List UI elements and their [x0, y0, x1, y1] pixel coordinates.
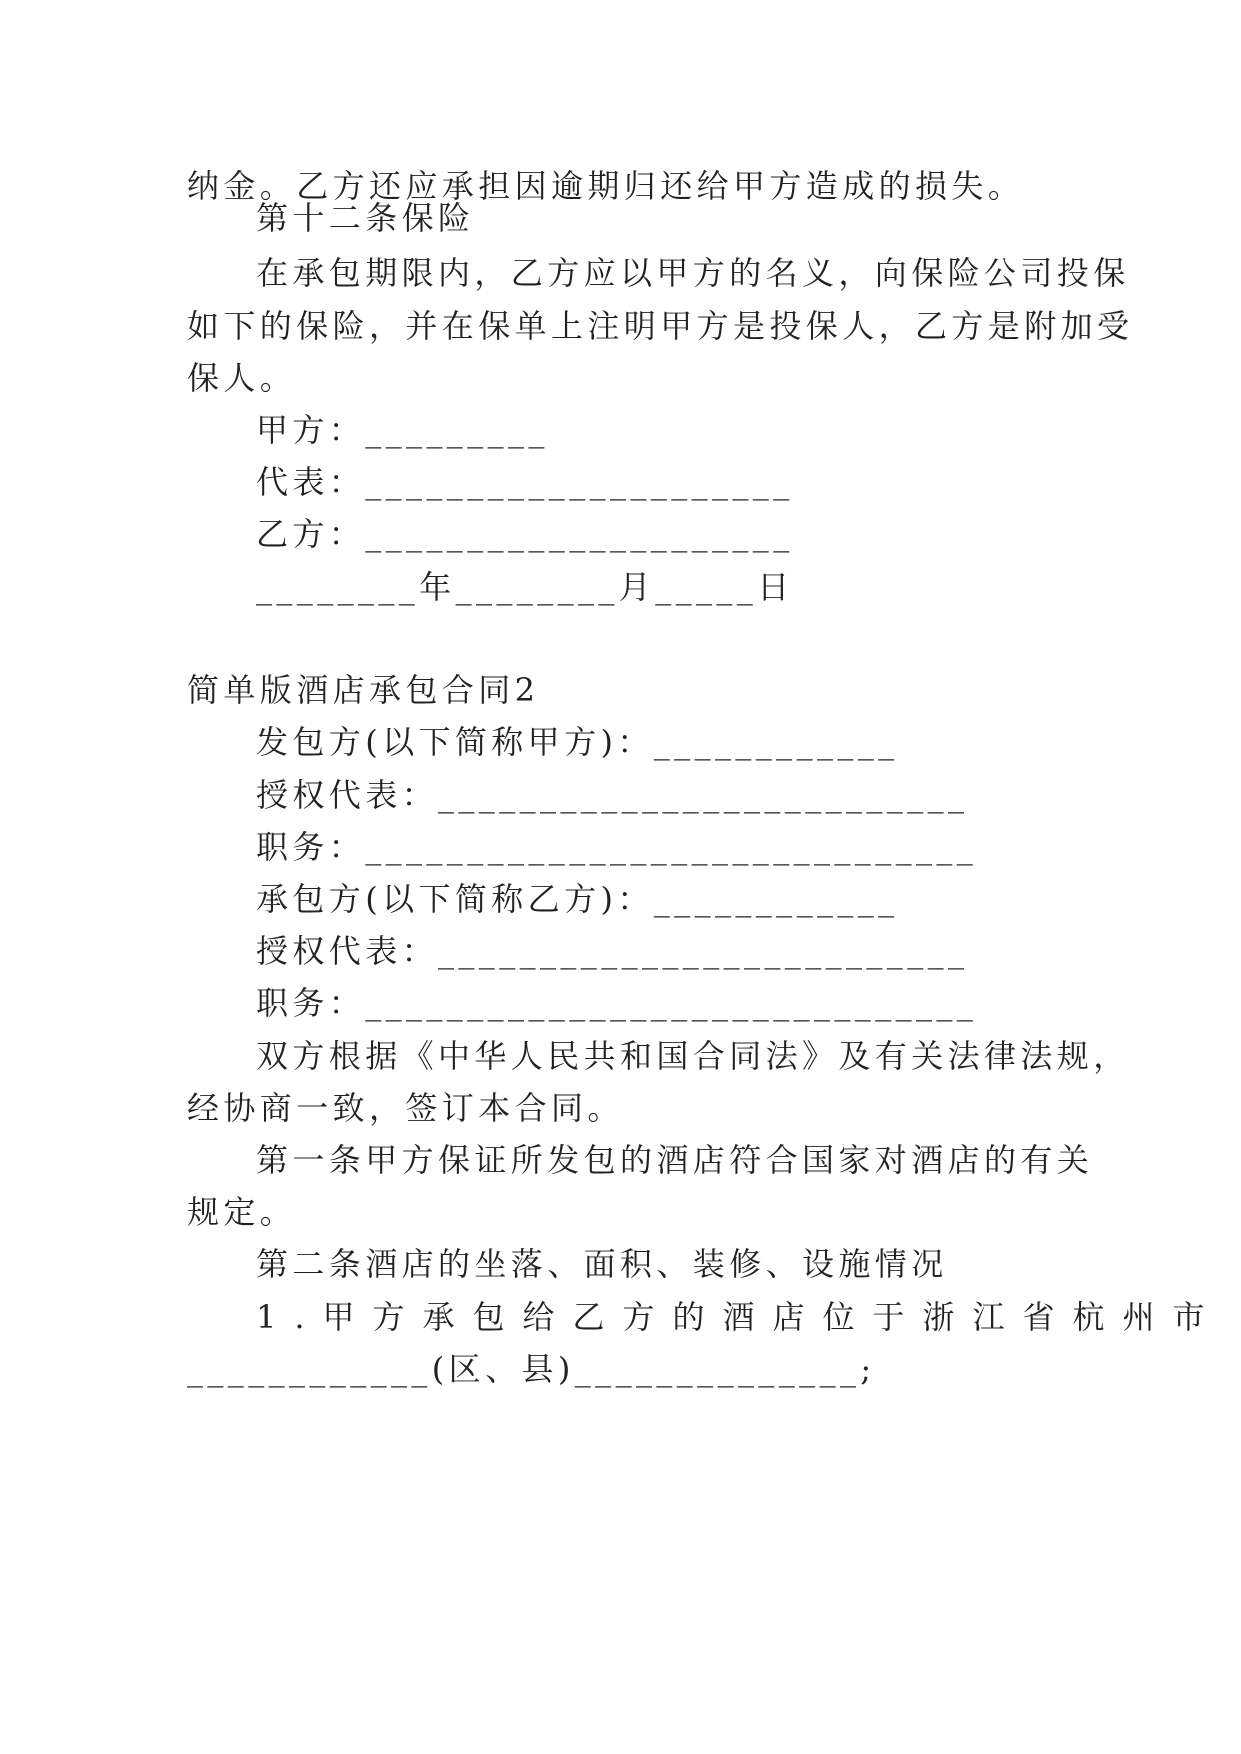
paragraph-line: 第一条甲方保证所发包的酒店符合国家对酒店的有关	[256, 1141, 1094, 1179]
article-heading: 第二条酒店的坐落、面积、装修、设施情况	[256, 1245, 948, 1283]
party-field: 职务：______________________________	[256, 984, 978, 1022]
party-field: 授权代表：__________________________	[256, 932, 969, 970]
paragraph-line: 纳金。乙方还应承担因逾期归还给甲方造成的损失。	[187, 167, 1025, 205]
signature-line: 代表：_____________________	[256, 463, 794, 501]
section-title: 简单版酒店承包合同2	[187, 671, 540, 709]
paragraph-line: 规定。	[187, 1193, 297, 1231]
date-line: ________年________月_____日	[256, 568, 794, 606]
paragraph-line: 双方根据《中华人民共和国合同法》及有关法律法规，	[256, 1037, 1130, 1075]
paragraph-line: 经协商一致，签订本合同。	[187, 1089, 624, 1127]
paragraph-line: ____________(区、县)______________;	[187, 1350, 876, 1388]
article-heading: 第十二条保险	[256, 199, 475, 237]
signature-line: 甲方：_________	[256, 411, 549, 449]
paragraph-line: 保人。	[187, 359, 297, 397]
paragraph-line: 在承包期限内，乙方应以甲方的名义，向保险公司投保	[256, 254, 1130, 292]
paragraph-line: 如下的保险，并在保单上注明甲方是投保人，乙方是附加受	[187, 307, 1134, 345]
party-field: 发包方(以下简称甲方)：____________	[256, 723, 899, 761]
party-field: 授权代表：__________________________	[256, 776, 969, 814]
signature-line: 乙方：_____________________	[256, 515, 794, 553]
party-field: 职务：______________________________	[256, 828, 978, 866]
paragraph-line: 1.甲方承包给乙方的酒店位于浙江省杭州市	[256, 1298, 1223, 1336]
party-field: 承包方(以下简称乙方)：____________	[256, 880, 899, 918]
